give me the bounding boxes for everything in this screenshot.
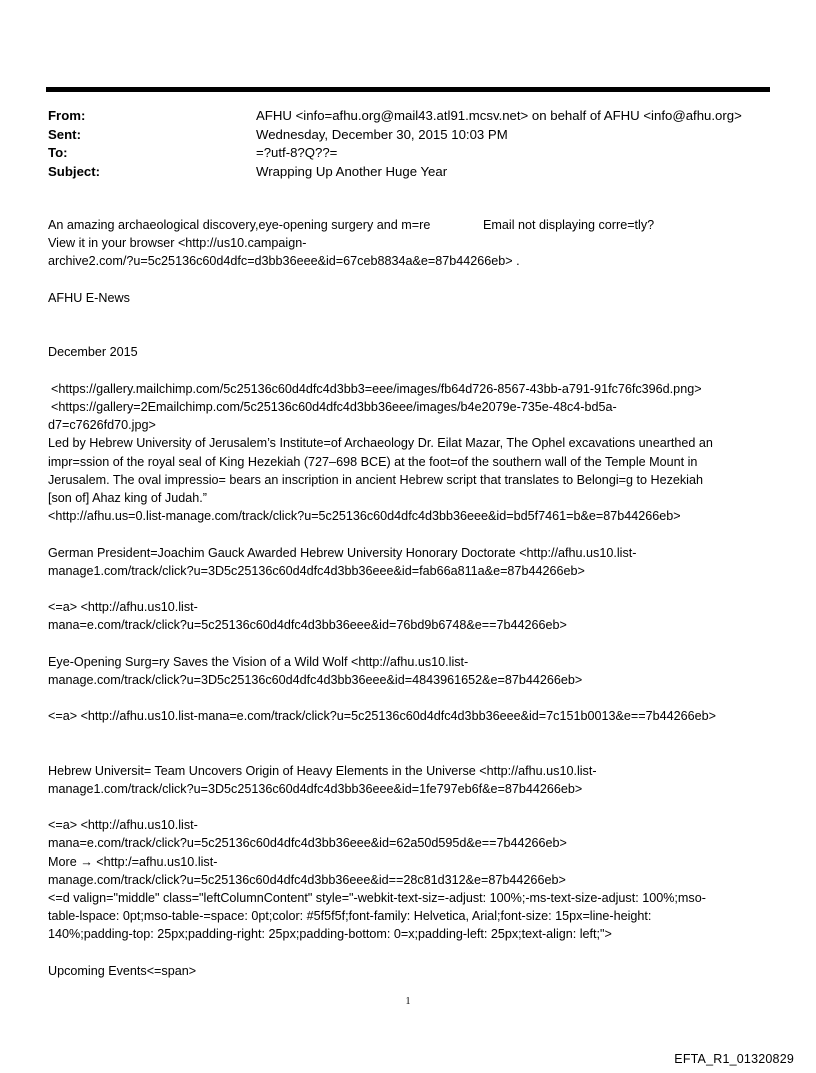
email-body <box>48 216 770 980</box>
image-link-2b[interactable]: d7=c7626fd70.jpg> <box>48 418 156 433</box>
more-link-1[interactable]: More → <http:/=afhu.us10.list- <box>48 854 218 869</box>
story-gauck-line-2[interactable]: manage1.com/track/click?u=3D5c25136c60d4dfc4d3bb36eee&id=fab66a811a&e=87b44266eb> <box>48 563 585 578</box>
email-header <box>48 107 768 181</box>
anchor-link-1a[interactable]: <=a> <http://afhu.us10.list- <box>48 600 198 615</box>
story-seal-line-3: Jerusalem. The oval impressio= bears an inscription in ancient Hebrew script that translates to Belongi=g to Hezekiah <box>48 472 703 487</box>
subject-label: Subject: <box>48 163 101 179</box>
document-id: EFTA_R1_01320829 <box>674 1052 794 1066</box>
upcoming-events: Upcoming Events<=span> <box>48 963 197 978</box>
story-elements-line-1[interactable]: Hebrew Universit= Team Uncovers Origin of Heavy Elements in the Universe <http://afhu.us10.list- <box>48 763 597 778</box>
story-seal-line-2: impr=ssion of the royal seal of King Hezekiah (727–698 BCE) at the foot=of the southern wall of the Temple Mount in <box>48 454 698 469</box>
story-seal-link[interactable]: <http://afhu.us=0.list-manage.com/track/click?u=5c25136c60d4dfc4d3bb36eee&id=bd5f7461=b&e=87b44266eb> <box>48 509 681 524</box>
story-gauck-line-1[interactable]: German President=Joachim Gauck Awarded Hebrew University Honorary Doctorate <http://afhu.us10.list- <box>48 545 637 560</box>
to-label: To: <box>48 145 68 160</box>
raw-html-line-3: 140%;padding-top: 25px;padding-right: 25px;padding-bottom: 0=x;padding-left: 25px;text-align: left;"> <box>48 927 612 942</box>
raw-html-line-2: table-lspace: 0pt;mso-table-=space: 0pt;color: #5f5f5f;font-family: Helvetica, Arial;font-size: 15px=line-height: <box>48 909 652 924</box>
teaser-text: An amazing archaeological discovery,eye-opening surgery and m=re <box>48 218 431 232</box>
display-notice: Email not displaying corre=tly? <box>483 218 655 232</box>
from-row <box>48 107 768 126</box>
subject-row <box>48 163 768 182</box>
enews-title: AFHU E-News <box>48 290 130 305</box>
browser-link-line-2[interactable]: archive2.com/?u=5c25136c60d4dfc=d3bb36eee&id=67ceb8834a&e=87b44266eb> . <box>48 254 520 269</box>
page-number: 1 <box>405 996 411 1007</box>
anchor-link-1b[interactable]: mana=e.com/track/click?u=5c25136c60d4dfc4d3bb36eee&id=76bd9b6748&e==7b44266eb> <box>48 618 567 633</box>
more-link-2[interactable]: manage.com/track/click?u=5c25136c60d4dfc4d3bb36eee&id==28c81d312&e=87b44266eb> <box>48 872 566 887</box>
teaser-line <box>48 216 770 234</box>
story-wolf-line-1[interactable]: Eye-Opening Surg=ry Saves the Vision of a Wild Wolf <http://afhu.us10.list- <box>48 654 469 669</box>
to-value: =?utf-8?Q??= <box>256 145 338 160</box>
raw-html-line-1: <=d valign="middle" class="leftColumnContent" style="-webkit-text-siz=-adjust: 100%;-ms-text-size-adjust: 100%;mso- <box>48 890 706 905</box>
issue-month: December 2015 <box>48 345 138 360</box>
story-wolf-line-2[interactable]: manage.com/track/click?u=3D5c25136c60d4dfc4d3bb36eee&id=4843961652&e=87b44266eb> <box>48 672 583 687</box>
anchor-link-3b[interactable]: mana=e.com/track/click?u=5c25136c60d4dfc4d3bb36eee&id=62a50d595d&e==7b44266eb> <box>48 836 567 851</box>
subject-value: Wrapping Up Another Huge Year <box>256 163 448 179</box>
anchor-link-2[interactable]: <=a> <http://afhu.us10.list-mana=e.com/track/click?u=5c25136c60d4dfc4d3bb36eee&id=7c151b0013&e==7b44266eb> <box>48 709 716 724</box>
story-seal-line-1: Led by Hebrew University of Jerusalem’s Institute=of Archaeology Dr. Eilat Mazar, The Ophel excavations unearthed an <box>48 436 713 451</box>
from-value: AFHU <info=afhu.org@mail43.atl91.mcsv.net> on behalf of AFHU <info@afhu.org> <box>256 108 742 123</box>
sent-label: Sent: <box>48 126 81 142</box>
image-link-1[interactable]: <https://gallery.mailchimp.com/5c25136c60d4dfc4d3bb3=eee/images/fb64d726-8567-43bb-a791-91fc76fc396d.png> <box>51 381 702 396</box>
sent-row <box>48 126 768 145</box>
browser-link-line-1[interactable]: View it in your browser <http://us10.campaign- <box>48 236 307 251</box>
to-row <box>48 144 768 163</box>
story-seal-line-4: [son of] Ahaz king of Judah.” <box>48 490 207 505</box>
from-label: From: <box>48 108 86 123</box>
story-elements-line-2[interactable]: manage1.com/track/click?u=3D5c25136c60d4dfc4d3bb36eee&id=1fe797eb6f&e=87b44266eb> <box>48 781 583 796</box>
sent-value: Wednesday, December 30, 2015 10:03 PM <box>256 126 508 142</box>
image-link-2a[interactable]: <https://gallery=2Emailchimp.com/5c25136c60d4dfc4d3bb36eee/images/b4e2079e-735e-48c4-bd5a- <box>51 399 617 414</box>
header-divider-rule <box>46 87 770 92</box>
anchor-link-3a[interactable]: <=a> <http://afhu.us10.list- <box>48 818 198 833</box>
